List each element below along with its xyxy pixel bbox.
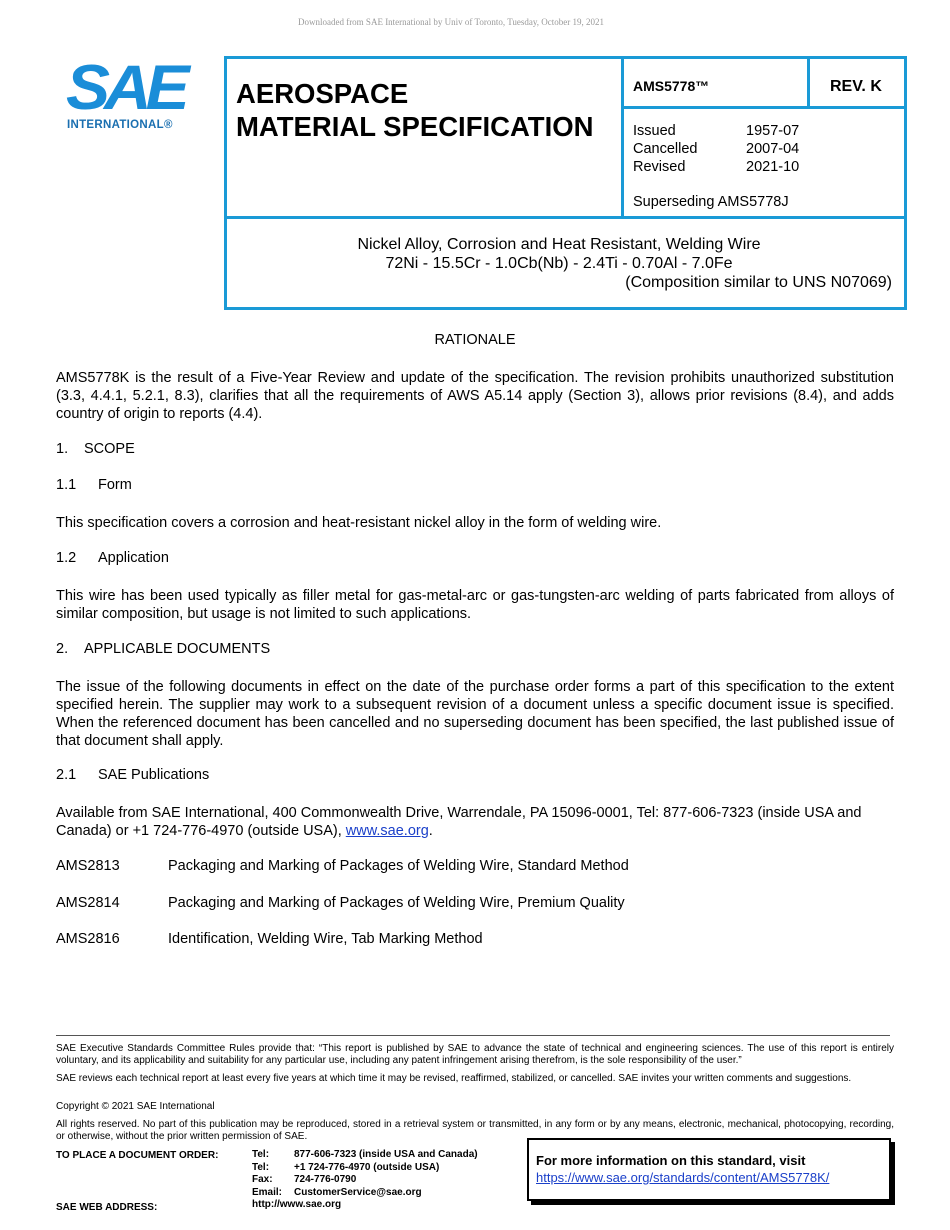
rationale-heading: RATIONALE [434,332,516,348]
date-table [633,122,799,176]
footer-divider [56,1035,890,1036]
contact-row: Tel: 877-606-7323 (inside USA and Canada) [252,1149,478,1160]
footer-copyright: Copyright © 2021 SAE International [56,1101,215,1112]
title-line-1: AEROSPACE [236,78,409,109]
download-notice: Downloaded from SAE International by Univ of Toronto, Tuesday, October 19, 2021 [297,17,605,27]
header-divider-rev [807,56,810,108]
subject-line-2: 72Ni - 15.5Cr - 1.0Cb(Nb) - 2.4Ti - 0.70Al - 7.0Fe [385,255,733,272]
order-labels [56,1149,218,1214]
contact-row: Tel: +1 724-776-4970 (outside USA) [252,1161,440,1173]
standard-info-link[interactable]: https://www.sae.org/standards/content/AMS5778K/ [536,1170,830,1185]
date-row-revised: Revised 2021-10 [633,159,800,175]
info-box-title: For more information on this standard, visit [536,1153,806,1168]
section-2-heading: 2. APPLICABLE DOCUMENTS [56,641,271,657]
reference-row: AMS2813 Packaging and Marking of Packages of Welding Wire, Standard Method [56,858,629,874]
section-1-2-heading: 1.2 Application [56,550,169,566]
section-2-text: The issue of the following documents in effect on the date of the purchase order forms a part of this specification to the extent specified herein. The supplier may work to a subsequent revision of a document unless a specific document issue is specified. When the referenced document has been cancelled and no superseding document has been specified, the last published issue of that document shall apply. [56,679,894,749]
section-2-1-heading: 2.1 SAE Publications [56,767,210,783]
spec-code: AMS5778™ [633,78,710,94]
reference-row: AMS2816 Identification, Welding Wire, Tab Marking Method [56,931,483,947]
sae-logo-mark: SAE [66,51,184,123]
section-1-heading: 1. SCOPE [56,441,135,457]
rationale-text: AMS5778K is the result of a Five-Year Review and update of the specification. The revision prohibits unauthorized substitution (3.3, 4.4.1, 5.2.1, 8.3), clarifies that all the requirements of AWS A5.14 apply (Section 3), allows prior revisions (8.4), and adds country of origin to reports (4.4). [56,370,894,422]
section-1-2-text: This wire has been used typically as filler metal for gas-metal-arc or gas-tungsten-arc welding of parts fabricated from alloys of similar composition, but usage is not limited to such applications. [56,588,894,622]
web-address[interactable]: http://www.sae.org [252,1199,342,1210]
section-2-1-text: Available from SAE International, 400 Commonwealth Drive, Warrendale, PA 15096-0001, Tel: 877-606-7323 (inside USA and Canada) or +1 724-776-4970 (outside USA), www.sae.org. [56,805,862,839]
superseding-note: Superseding AMS5778J [633,194,789,210]
sae-logo [60,51,192,139]
sae-logo-subtitle: INTERNATIONAL® [67,119,173,131]
footer-rights-text: All rights reserved. No part of this publication may be reproduced, stored in a retrieval system or transmitted, in any form or by any means, electronic, mechanical, photocopying, recording, or otherwise, without the prior written permission of SAE. [56,1119,894,1142]
section-1-1-heading: 1.1 Form [56,477,132,493]
web-label: SAE WEB ADDRESS: [56,1202,158,1213]
contact-row: Email: CustomerService@sae.org [252,1186,422,1198]
subject-line-3: (Composition similar to UNS N07069) [625,274,892,291]
header-divider-subject [224,216,907,219]
sae-website-link[interactable]: www.sae.org [345,823,429,839]
contact-row: Fax: 724-776-0790 [252,1174,357,1185]
order-label: TO PLACE A DOCUMENT ORDER: [56,1150,219,1161]
section-1-1-text: This specification covers a corrosion and heat-resistant nickel alloy in the form of welding wire. [56,515,662,531]
title-line-2: MATERIAL SPECIFICATION [236,111,594,142]
header-divider-vertical [621,56,624,218]
contact-block [252,1149,478,1212]
document-title [236,77,594,143]
subject-block [226,235,892,292]
footer-rules-text: SAE Executive Standards Committee Rules provide that: “This report is published by SAE to advance the state of technical and engineering sciences. The use of this report is entirely voluntary, and its applicability and suitability for any particular use, including any patent infringement arising therefrom, is the sole responsibility of the user.” [56,1043,894,1066]
date-row-cancelled: Cancelled 2007-04 [633,141,800,157]
reference-row: AMS2814 Packaging and Marking of Packages of Welding Wire, Premium Quality [56,895,625,911]
subject-line-1: Nickel Alloy, Corrosion and Heat Resistant, Welding Wire [357,236,761,253]
header-divider-code [621,106,907,109]
date-row-issued: Issued 1957-07 [633,123,800,139]
revision-label: REV. K [830,78,882,95]
footer-review-text: SAE reviews each technical report at least every five years at which time it may be revised, reaffirmed, stabilized, or cancelled. SAE invites your written comments and suggestions. [56,1073,852,1084]
